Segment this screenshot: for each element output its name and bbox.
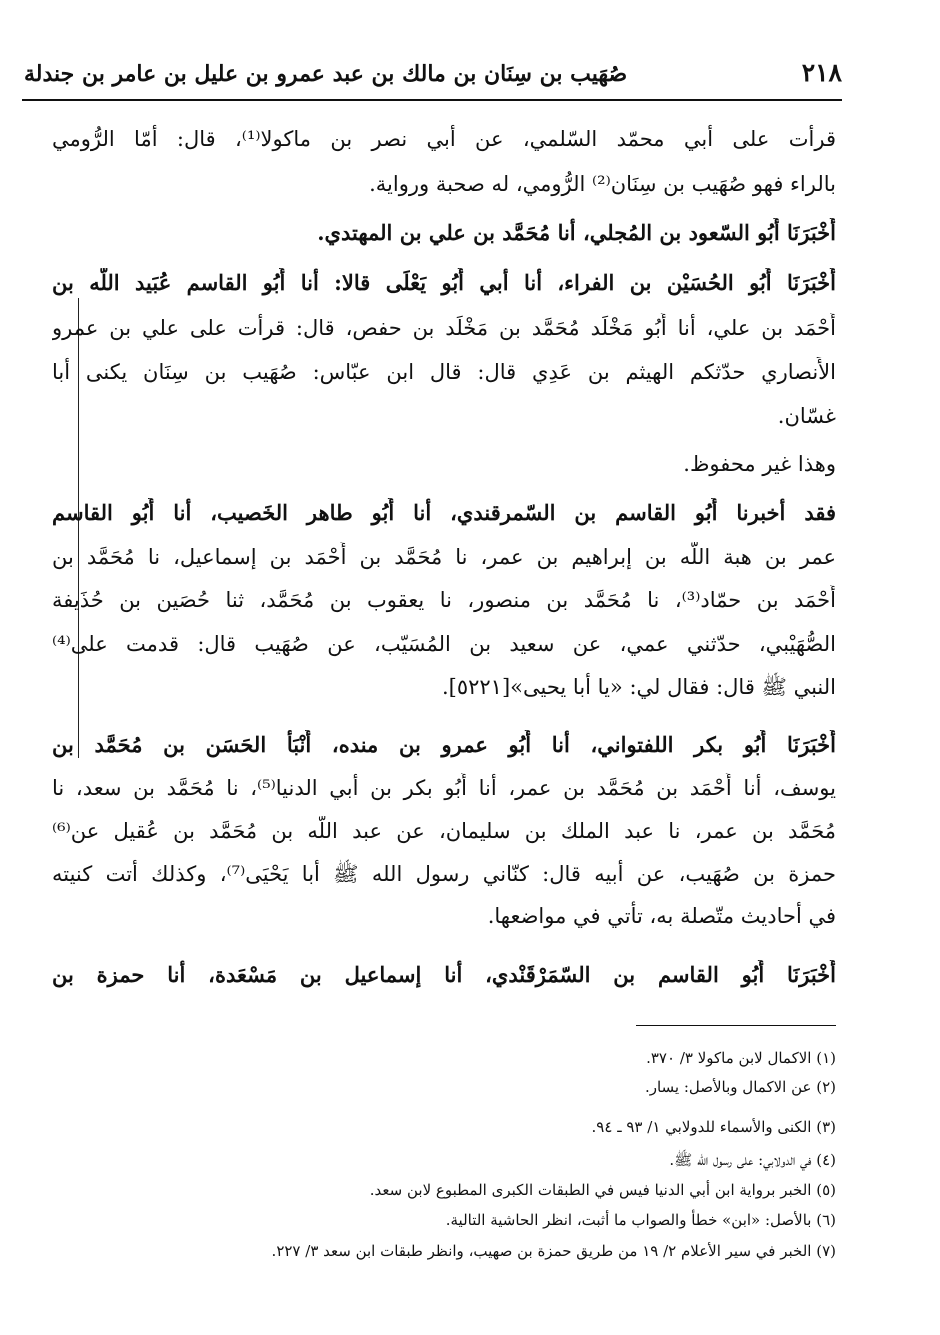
body-line-15: يوسف، أنا أَحْمَد بن مُحَمَّد بن عمر، أنا أَبُو بكر بن أبي الدنيا⁽⁵⁾، نا مُحَمَّد بن سعد، نا (52, 776, 836, 800)
body-line-16: مُحَمَّد بن عمر، نا عبد الملك بن سليمان، عن عبد اللّه بن مُحَمَّد بن عُقيل عن⁽⁶⁾ (52, 819, 836, 843)
body-line-10: عمر بن هبة اللّه بن إبراهيم بن عمر، نا مُحَمَّد بن أَحْمَد بن إسماعيل، نا مُحَمَّد بن (52, 545, 836, 569)
body-line-7: غسّان. (777, 404, 836, 428)
footnote-7: (٧) الخبر في سير الأعلام ٢/ ١٩ من طريق حمزة بن صهيب، وانظر طبقات ابن سعد ٣/ ٢٢٧. (271, 1242, 836, 1260)
body-line-2: بالراء فهو صُهَيب بن سِنَان⁽²⁾ الرُّومي، له صحبة ورواية. (369, 172, 836, 196)
footnote-5: (٥) الخبر برواية ابن أبي الدنيا فيس في الطبقات الكبرى المطبوع لابن سعد. (369, 1181, 836, 1199)
footnote-4: (٤) في الدولابي: على رسول الله ﷺ. (669, 1151, 836, 1169)
body-line-17: حمزة بن صُهَيب، عن أبيه قال: كنّاني رسول الله ﷺ أبا يَحْيَى⁽⁷⁾، وكذلك أتت كنيته (52, 862, 836, 886)
body-line-12: الصُّهَيْبي، حدّثني عمي، عن سعيد بن المُسَيّب، عن صُهَيب قال: قدمت على⁽⁴⁾ (52, 632, 836, 656)
running-head: صُهَيب بن سِنَان بن مالك بن عبد عمرو بن عليل بن عامر بن جندلة (24, 61, 628, 87)
body-line-1: قرأت على أبي محمّد السّلمي، عن أبي نصر بن ماكولا⁽¹⁾، قال: أمّا الرُّومي (52, 127, 836, 151)
body-line-13: النبي ﷺ قال: فقال لي: «يا أبا يحيى»[٥٢٢١]. (441, 675, 836, 699)
body-line-18: في أحاديث متّصلة به، تأتي في مواضعها. (487, 904, 836, 928)
footnote-3: (٣) الكنى والأسماء للدولابي ١/ ٩٣ ـ ٩٤. (591, 1118, 836, 1136)
body-line-5: أَحْمَد بن علي، أنا أَبُو مَخْلَد مُحَمَّد بن مَخْلَد بن حفص، قال: قرأت على علي بن عمرو (52, 316, 836, 340)
body-line-9: فقد أخبرنا أَبُو القاسم بن السّمرقندي، أنا أَبُو طاهر الخَصيب، أنا أَبُو القاسم (52, 500, 836, 525)
body-line-3: أَخْبَرَنَا أَبُو السّعود بن المُجلي، أنا مُحَمَّد بن علي بن المهتدي. (317, 220, 836, 245)
footnote-2: (٢) عن الاكمال وبالأصل: يسار. (644, 1078, 836, 1096)
footnote-1: (١) الاكمال لابن ماكولا ٣/ ٣٧٠. (646, 1049, 836, 1067)
page-number: ٢١٨ (801, 58, 842, 87)
footnote-rule (636, 1025, 836, 1026)
body-line-6: الأَنصاري حدّثكم الهيثم بن عَدِي قال: قال ابن عبّاس: صُهَيب بن سِنَان يكنى أبا (52, 360, 836, 384)
body-line-11: أَحْمَد بن حمّاد⁽³⁾، نا مُحَمَّد بن منصور، نا يعقوب بن مُحَمَّد، ثنا حُصَين بن حُذَيفة (52, 588, 836, 612)
body-line-8: وهذا غير محفوظ. (683, 452, 836, 476)
body-line-14: أَخْبَرَنَا أَبُو بكر اللفتواني، أنا أَبُو عمرو بن منده، أَنْبَأ الحَسَن بن مُحَمَّد بن (52, 732, 836, 757)
body-line-19: أَخْبَرَنَا أَبُو القاسم بن السّمَرْقَنْدي، أنا إسماعيل بن مَسْعَدة، أنا حمزة بن (52, 962, 836, 987)
body-line-4: أَخْبَرَنَا أَبُو الحُسَيْن بن الفراء، أنا أبي أَبُو يَعْلَى قالا: أنا أَبُو القاسم عُبَيد اللّه بن (52, 270, 836, 295)
header-rule (22, 99, 842, 101)
footnote-6: (٦) بالأصل: «ابن» خطأ والصواب ما أثبت، انظر الحاشية التالية. (445, 1211, 836, 1229)
